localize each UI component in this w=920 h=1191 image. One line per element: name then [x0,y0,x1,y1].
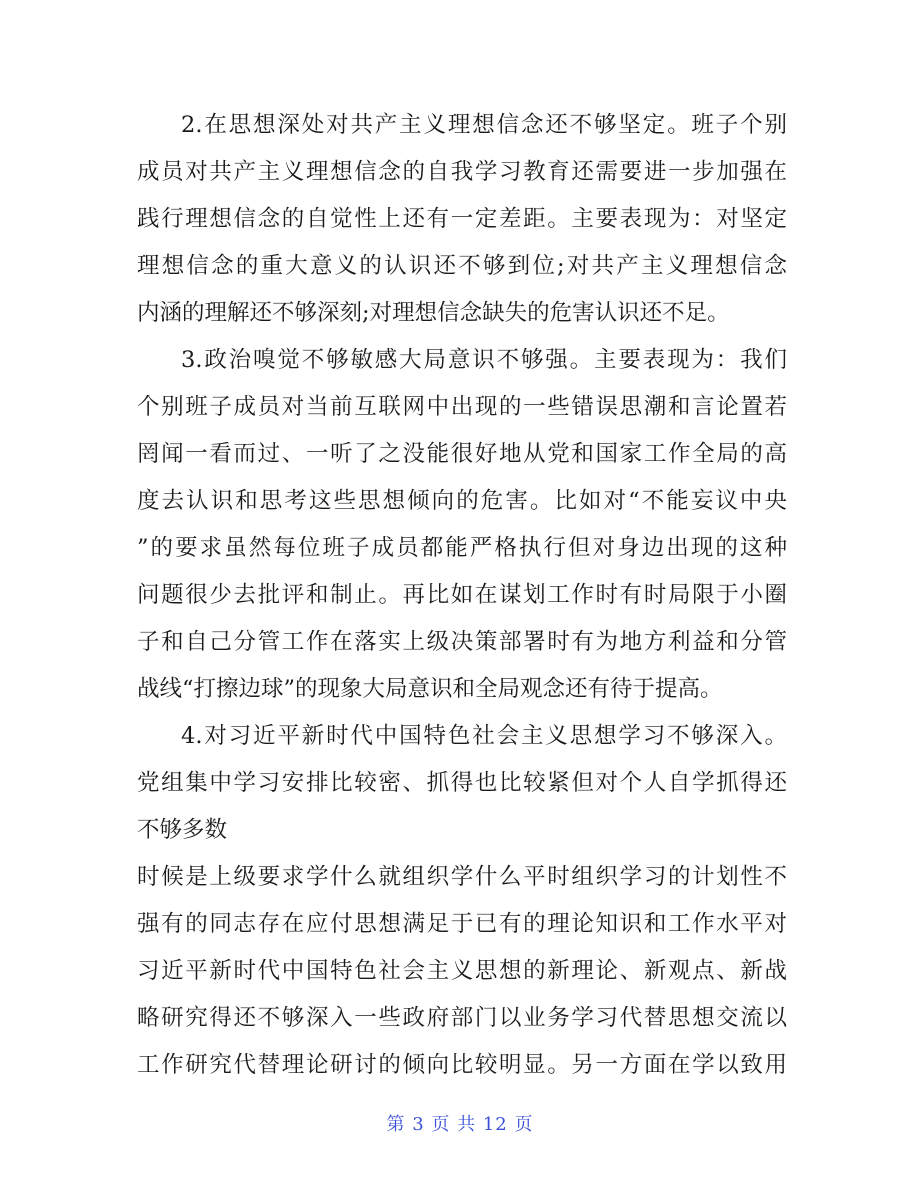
paragraph-line: 成员对共产主义理想信念的自我学习教育还需要进一步加强在 [137,159,787,185]
paragraph-line: 3.政治嗅觉不够敏感大局意识不够强。主要表现为：我们 [181,347,787,373]
paragraph-line: 度去认识和思考这些思想倾向的危害。比如对“不能妄议中央 [137,488,787,514]
paragraph-line: 党组集中学习安排比较密、抓得也比较紧但对个人自学抓得还 [137,770,787,796]
paragraph-line: 理想信念的重大意义的认识还不够到位;对共产主义理想信念 [137,253,787,279]
paragraph-line: 略研究得还不够深入一些政府部门以业务学习代替思想交流以 [137,1005,787,1031]
paragraph-line: ”的要求虽然每位班子成员都能严格执行但对身边出现的这种 [137,535,787,561]
paragraph-line: 问题很少去批评和制止。再比如在谋划工作时有时局限于小圈 [137,582,787,608]
paragraph-line: 战线“打擦边球”的现象大局意识和全局观念还有待于提高。 [137,676,723,702]
paragraph-line: 工作研究代替理论研讨的倾向比较明显。另一方面在学以致用 [137,1052,787,1078]
paragraph-line: 习近平新时代中国特色社会主义思想的新理论、新观点、新战 [137,958,787,984]
paragraph-line: 内涵的理解还不够深刻;对理想信念缺失的危害认识还不足。 [137,300,730,326]
paragraph-line: 罔闻一看而过、一听了之没能很好地从党和国家工作全局的高 [137,441,787,467]
paragraph-line: 4.对习近平新时代中国特色社会主义思想学习不够深入。 [181,723,787,749]
page-number-footer: 第 3 页 共 12 页 [386,1114,534,1135]
paragraph-line: 2.在思想深处对共产主义理想信念还不够坚定。班子个别 [181,112,787,138]
paragraph-line: 不够多数 [137,817,228,843]
document-body [137,102,787,1089]
paragraph-line: 时候是上级要求学什么就组织学什么平时组织学习的计划性不 [137,864,787,890]
paragraph-line: 子和自己分管工作在落实上级决策部署时有为地方利益和分管 [137,629,787,655]
paragraph-line: 强有的同志存在应付思想满足于已有的理论知识和工作水平对 [137,911,787,937]
paragraph-line: 个别班子成员对当前互联网中出现的一些错误思潮和言论置若 [137,394,787,420]
paragraph-line: 践行理想信念的自觉性上还有一定差距。主要表现为：对坚定 [137,206,787,232]
